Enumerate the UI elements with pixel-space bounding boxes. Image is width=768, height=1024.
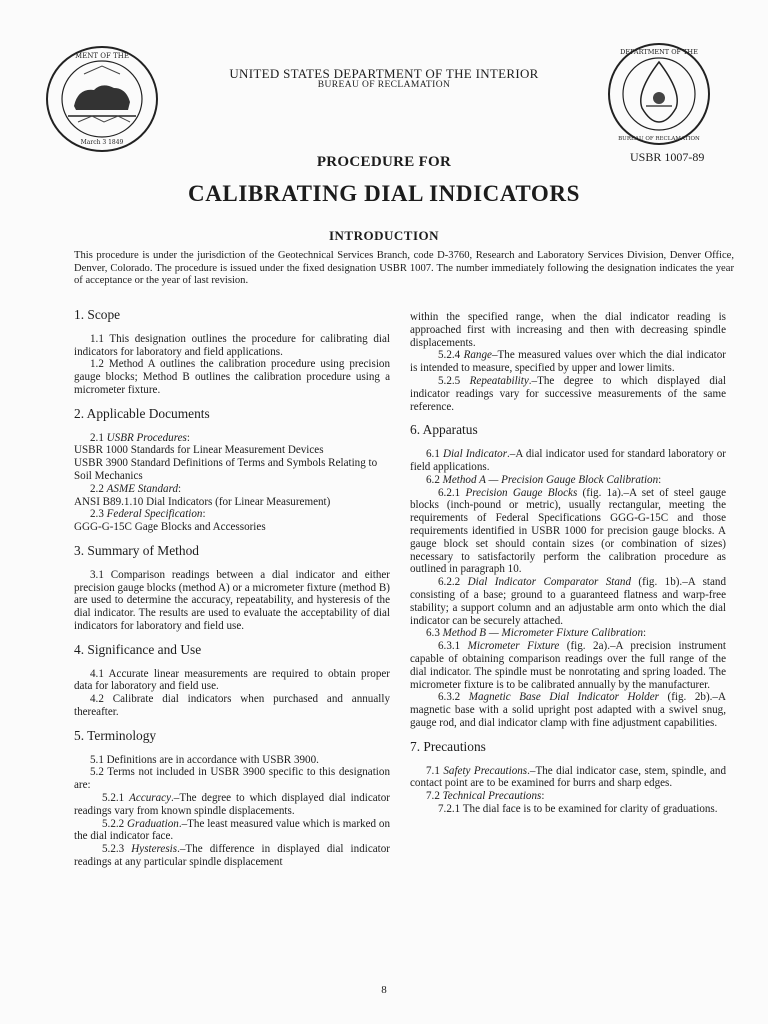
introduction-text: This procedure is under the jurisdiction of the Geotechnical Services Branch, code D-3760, Research and Laboratory Services Division, Denver Office, Denver, Colorado. The procedure is issued under the fixed designation USBR 1007. The number immediately following the designation indicates the year of acceptance or the year of last revision.	[74, 250, 734, 286]
section-heading-terminology: 5. Terminology	[74, 727, 157, 743]
paragraph-7-2: 7.2 Technical Precautions:	[426, 790, 545, 803]
paragraph-5-2-3-continued: within the specified range, when the dial indicator reading is approached first with increasing and then with decreasing spindle displacements.	[410, 311, 726, 349]
reference-ansi-b89: ANSI B89.1.10 Dial Indicators (for Linear Measurement)	[74, 495, 331, 508]
paragraph-1-2: 1.2 Method A outlines the calibration procedure using precision gauge blocks; Method B outlines the calibration procedure using a micrometer fixture.	[74, 358, 390, 396]
paragraph-2-2: 2.2 ASME Standard:	[90, 482, 182, 495]
section-heading-precautions: 7. Precautions	[410, 738, 486, 754]
right-column	[410, 311, 726, 816]
left-column	[74, 309, 390, 869]
reclamation-bureau-seal	[606, 42, 712, 146]
reference-usbr-1000: USBR 1000 Standards for Linear Measurement Devices	[74, 444, 324, 457]
paragraph-6-3: 6.3 Method B — Micrometer Fixture Calibration:	[426, 627, 647, 640]
reference-ggg-g-15c: GGG-G-15C Gage Blocks and Accessories	[74, 521, 266, 534]
svg-text:BUREAU OF RECLAMATION: BUREAU OF RECLAMATION	[618, 136, 700, 142]
paragraph-2-1: 2.1 USBR Procedures:	[90, 431, 190, 444]
section-heading-applicable-documents: 2. Applicable Documents	[74, 405, 210, 421]
paragraph-7-1: 7.1 Safety Precautions.–The dial indicator case, stem, spindle, and contact point are to be examined for burrs and sharp edges.	[410, 764, 726, 790]
paragraph-1-1: 1.1 This designation outlines the procedure for calibrating dial indicators for laboratory and field applications.	[74, 332, 390, 358]
paragraph-4-1: 4.1 Accurate linear measurements are required to obtain proper data for laboratory and field use.	[74, 667, 390, 693]
svg-text:March 3 1849: March 3 1849	[80, 139, 124, 146]
designation-number: USBR 1007-89	[630, 150, 705, 164]
page-number: 8	[381, 984, 387, 996]
paragraph-6-2-1: 6.2.1 Precision Gauge Blocks (fig. 1a).–A set of steel gauge blocks (inch-pound or metric), usually rectangular, meeting the requirements of Federal Specifications GGG-G-15C and those requirements identified in USBR 1000 for precision gauge blocks. A gauge block set should contain sizes (or combination of sizes) necessary to satisfactorily perform the calibration procedure as outlined in paragraph 10.	[410, 486, 726, 576]
section-heading-significance-and-use: 4. Significance and Use	[74, 641, 202, 657]
section-heading-summary-of-method: 3. Summary of Method	[74, 542, 199, 558]
paragraph-5-2-4: 5.2.4 Range–The measured values over which the dial indicator is intended to measure, specified by upper and lower limits.	[410, 349, 726, 375]
paragraph-5-2-2: 5.2.2 Graduation.–The least measured value which is marked on the dial indicator face.	[74, 817, 390, 843]
document-title: CALIBRATING DIAL INDICATORS	[188, 181, 580, 206]
bureau-name: BUREAU OF RECLAMATION	[317, 80, 451, 90]
paragraph-6-2: 6.2 Method A — Precision Gauge Block Calibration:	[426, 473, 662, 486]
svg-text:MENT OF THE: MENT OF THE	[74, 52, 130, 60]
paragraph-6-3-1: 6.3.1 Micrometer Fixture (fig. 2a).–A precision instrument capable of obtaining comparison readings over the full range of the dial indicator. The spindle must be nonrotating and spring loaded. The micrometer fixture is to be calibrated annually by the manufacturer.	[410, 640, 726, 691]
section-heading-apparatus: 6. Apparatus	[410, 422, 478, 438]
paragraph-5-2-5: 5.2.5 Repeatability.–The degree to which displayed dial indicator readings vary for successive measurements of the same reference.	[410, 374, 726, 413]
paragraph-7-2-1: 7.2.1 The dial face is to be examined for clarity of graduations.	[438, 802, 718, 815]
paragraph-2-3: 2.3 Federal Specification:	[90, 508, 206, 521]
agency-name: UNITED STATES DEPARTMENT OF THE INTERIOR	[229, 66, 539, 81]
svg-text:DEPARTMENT OF THE: DEPARTMENT OF THE	[620, 48, 698, 56]
paragraph-5-2-1: 5.2.1 Accuracy.–The degree to which displayed dial indicator readings vary from known spindle displacements.	[74, 791, 391, 817]
paragraph-6-3-2: 6.3.2 Magnetic Base Dial Indicator Holder (fig. 2b).–A magnetic base with a solid upright post adapted with a swivel snug, gauge rod, and dial indicator clamp with fine adjustment capabilities.	[410, 691, 726, 729]
introduction-heading: INTRODUCTION	[328, 228, 439, 243]
paragraph-6-1: 6.1 Dial Indicator.–A dial indicator used for standard laboratory or field applications.	[410, 448, 726, 473]
paragraph-6-2-2: 6.2.2 Dial Indicator Comparator Stand (fig. 1b).–A stand consisting of a base; ground to a guaranteed flatness and warp-free stability; a support column and an adjustable arm onto which the dial indicator can be securely attached.	[410, 576, 726, 627]
paragraph-3-1: 3.1 Comparison readings between a dial indicator and either precision gauge blocks (method A) or a micrometer fixture (method B) are used to determine the accuracy, repeatability, and hysteresis of the dial indicator. The results are used to evaluate the acceptability of dial indicators for laboratory and field use.	[74, 568, 390, 632]
paragraph-4-2: 4.2 Calibrate dial indicators when purchased and annually thereafter.	[74, 693, 390, 718]
section-heading-scope: 1. Scope	[74, 307, 121, 322]
procedure-for-label: PROCEDURE FOR	[316, 154, 452, 170]
paragraph-5-2: 5.2 Terms not included in USBR 3900 specific to this designation are:	[74, 766, 390, 792]
paragraph-5-1: 5.1 Definitions are in accordance with USBR 3900.	[90, 753, 319, 766]
interior-department-seal	[44, 44, 160, 154]
reference-usbr-3900: USBR 3900 Standard Definitions of Terms and Symbols Relating to Soil Mechanics	[74, 457, 378, 482]
paragraph-5-2-3: 5.2.3 Hysteresis.–The difference in displayed dial indicator readings at any particular spindle displacement	[74, 843, 390, 868]
